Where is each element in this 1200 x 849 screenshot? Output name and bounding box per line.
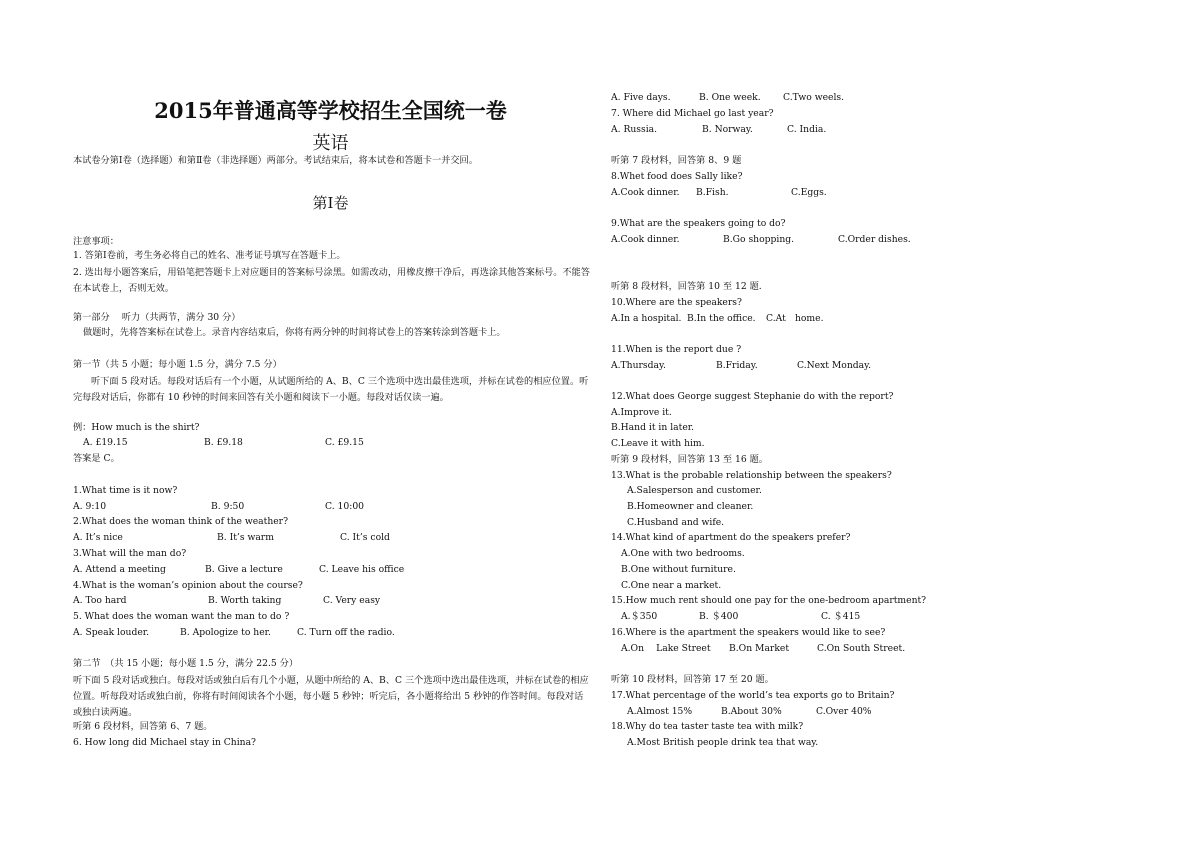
example-answer: 答案是 C。 — [73, 453, 120, 464]
q2-option-b: B. It’s warm — [217, 532, 274, 543]
q10-option-b: B.In the office. — [687, 313, 756, 324]
q2-option-c: C. It’s cold — [340, 532, 390, 543]
question-4: 4.What is the woman’s opinion about the course? — [73, 580, 303, 591]
q3-option-a: A. Attend a meeting — [73, 564, 166, 575]
q6-option-b: B. One week. — [699, 92, 761, 103]
question-3: 3.What will the man do? — [73, 548, 187, 559]
q14-option-b: B.One without furniture. — [621, 564, 736, 575]
q1-option-c: C. 10:00 — [325, 501, 365, 512]
question-14: 14.What kind of apartment do the speakers prefer? — [611, 532, 851, 543]
q10-option-c: C.At home. — [766, 313, 824, 324]
exam-intro: 本试卷分第Ⅰ卷（选择题）和第Ⅱ卷（非选择题）两部分。考试结束后，将本试卷和答题卡一并交回。 — [73, 155, 478, 166]
q15-option-c: C. ＄415 — [821, 611, 861, 622]
question-10: 10.Where are the speakers? — [611, 297, 742, 308]
question-9: 9.What are the speakers going to do? — [611, 218, 786, 229]
q7-option-b: B. Norway. — [702, 124, 753, 135]
part1-heading: 第一部分 听力（共两节，满分 30 分） — [73, 312, 241, 323]
q4-option-c: C. Very easy — [323, 595, 381, 606]
q4-option-a: A. Too hard — [73, 595, 127, 606]
q5-option-a: A. Speak louder. — [73, 627, 150, 638]
q12-option-b: B.Hand it in later. — [611, 422, 695, 433]
q14-option-a: A.One with two bedrooms. — [621, 548, 745, 559]
question-18: 18.Why do tea taster taste tea with milk? — [611, 721, 804, 732]
example-option-a: A. £19.15 — [83, 437, 128, 448]
q16-option-c: C.On South Street. — [817, 643, 906, 654]
note-2: 2. 选出每小题答案后，用铅笔把答题卡上对应题目的答案标号涂黑。如需改动，用橡皮擦干净后，再选涂其他答案标号。不能答在本试卷上，否则无效。 — [73, 267, 590, 294]
q12-option-c: C.Leave it with him. — [611, 438, 705, 449]
q6-option-a: A. Five days. — [611, 92, 671, 103]
q4-option-b: B. Worth taking — [208, 595, 282, 606]
q3-option-b: B. Give a lecture — [205, 564, 283, 575]
q15-option-b: B. ＄400 — [699, 611, 739, 622]
section1-heading: 第一节（共 5 小题；每小题 1.5 分，满分 7.5 分） — [73, 359, 282, 370]
example-option-c: C. £9.15 — [325, 437, 364, 448]
q18-option-a: A.Most British people drink tea that way. — [627, 737, 819, 748]
material-9-heading: 听第 9 段材料，回答第 13 至 16 题。 — [611, 454, 768, 465]
q2-option-a: A. It’s nice — [73, 532, 123, 543]
q8-option-a: A.Cook dinner. — [611, 187, 680, 198]
material-7-heading: 听第 7 段材料，回答第 8、9 题 — [611, 155, 742, 166]
q13-option-c: C.Husband and wife. — [627, 517, 725, 528]
q5-option-c: C. Turn off the radio. — [297, 627, 395, 638]
q16-option-a: A.On Lake Street — [621, 643, 711, 654]
exam-title: 2015年普通高等学校招生全国统一卷 — [154, 98, 507, 123]
material-8-heading: 听第 8 段材料，回答第 10 至 12 题. — [611, 281, 762, 292]
q16-option-b: B.On Market — [729, 643, 790, 654]
question-16: 16.Where is the apartment the speakers would like to see? — [611, 627, 886, 638]
q7-option-c: C. India. — [787, 124, 827, 135]
q5-option-b: B. Apologize to her. — [180, 627, 271, 638]
q8-option-b: B.Fish. — [696, 187, 729, 198]
question-8: 8.Whet food does Sally like? — [611, 171, 743, 182]
question-11: 11.When is the report due ? — [611, 344, 742, 355]
question-1: 1.What time is it now? — [73, 485, 178, 496]
question-7: 7. Where did Michael go last year? — [611, 108, 774, 119]
material-6-heading: 听第 6 段材料，回答第 6、7 题。 — [73, 721, 213, 732]
example-option-b: B. £9.18 — [204, 437, 243, 448]
q17-option-a: A.Almost 15% — [627, 706, 693, 717]
q7-option-a: A. Russia. — [611, 124, 658, 135]
q6-option-c: C.Two weels. — [783, 92, 845, 103]
q1-option-b: B. 9:50 — [211, 501, 245, 512]
q11-option-b: B.Friday. — [716, 360, 758, 371]
q17-option-b: B.About 30% — [721, 706, 782, 717]
q11-option-a: A.Thursday. — [611, 360, 666, 371]
part1-desc: 做题时，先将答案标在试卷上。录音内容结束后，你将有两分钟的时间将试卷上的答案转涂到答题卡上。 — [83, 327, 506, 338]
q13-option-b: B.Homeowner and cleaner. — [627, 501, 754, 512]
q9-option-b: B.Go shopping. — [723, 234, 795, 245]
section1-desc: 听下面 5 段对话。每段对话后有一个小题，从试题所给的 A、B、C 三个选项中选出最佳选项，并标在试卷的相应位置。听完每段对话后，你都有 10 秒钟的时间来回答有关小题和阅读下一小题。每段对话仅读一遍。 — [73, 376, 589, 403]
question-2: 2.What does the woman think of the weather? — [73, 516, 289, 527]
note-1: 1. 答第Ⅰ卷前，考生务必将自己的姓名、准考证号填写在答题卡上。 — [73, 250, 346, 261]
question-13: 13.What is the probable relationship between the speakers? — [611, 470, 892, 481]
q9-option-a: A.Cook dinner. — [611, 234, 680, 245]
volume-heading: 第Ⅰ卷 — [312, 194, 349, 212]
q13-option-a: A.Salesperson and customer. — [627, 485, 762, 496]
q15-option-a: A.＄350 — [621, 611, 658, 622]
question-15: 15.How much rent should one pay for the one-bedroom apartment? — [611, 595, 927, 606]
section2-heading: 第二节 （共 15 小题；每小题 1.5 分，满分 22.5 分） — [73, 658, 299, 669]
q11-option-c: C.Next Monday. — [797, 360, 871, 371]
section2-desc: 听下面 5 段对话或独白。每段对话或独白后有几个小题，从题中所给的 A、B、C 三个选项中选出最佳选项，并标在试卷的相应位置。听每段对话或独白前，你将有时间阅读各个小题，每小题 5 秒钟；听完后，各小题将给出 5 秒钟的作答时间。每段对话或独白读两遍。 — [73, 675, 589, 718]
question-5: 5. What does the woman want the man to do ? — [73, 611, 290, 622]
exam-subject: 英语 — [312, 133, 349, 154]
q10-option-a: A.In a hospital. — [611, 313, 682, 324]
q17-option-c: C.Over 40% — [816, 706, 872, 717]
q9-option-c: C.Order dishes. — [838, 234, 911, 245]
q8-option-c: C.Eggs. — [791, 187, 827, 198]
material-10-heading: 听第 10 段材料，回答第 17 至 20 题。 — [611, 674, 774, 685]
question-17: 17.What percentage of the world’s tea exports go to Britain? — [611, 690, 895, 701]
question-12: 12.What does George suggest Stephanie do with the report? — [611, 391, 894, 402]
notes-title: 注意事项： — [73, 236, 119, 247]
question-6: 6. How long did Michael stay in China? — [73, 737, 256, 748]
q3-option-c: C. Leave his office — [319, 564, 405, 575]
example-question: 例：How much is the shirt? — [73, 422, 200, 433]
q1-option-a: A. 9:10 — [73, 501, 107, 512]
q12-option-a: A.Improve it. — [611, 407, 672, 418]
q14-option-c: C.One near a market. — [621, 580, 722, 591]
